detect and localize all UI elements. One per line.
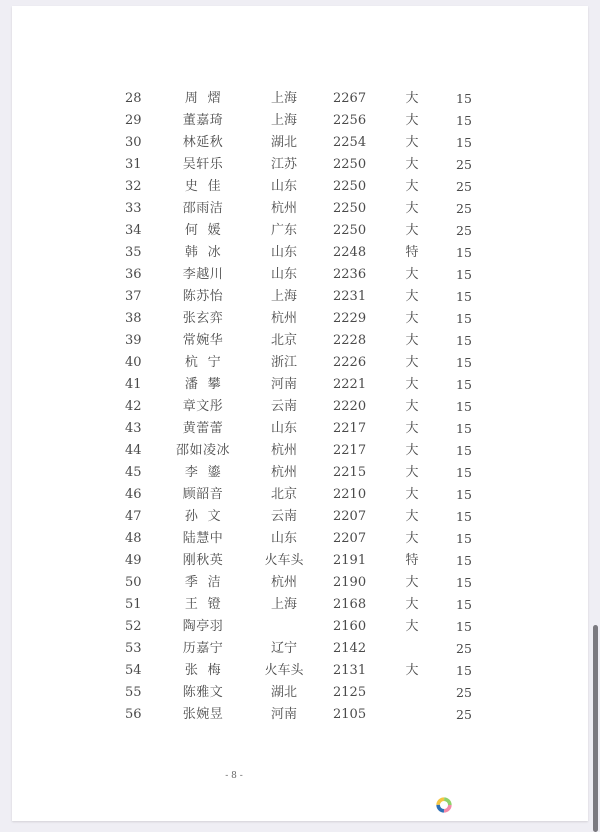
table-row bbox=[12, 704, 588, 726]
player-rating: 2231 bbox=[333, 289, 367, 304]
player-rating: 2131 bbox=[333, 663, 367, 678]
table-row bbox=[12, 154, 588, 176]
player-name: 周 熠 bbox=[184, 91, 222, 106]
player-points: 25 bbox=[456, 157, 472, 172]
row-number: 47 bbox=[125, 509, 142, 524]
row-number: 53 bbox=[125, 641, 142, 656]
player-rating: 2228 bbox=[333, 333, 367, 348]
player-points: 15 bbox=[456, 553, 472, 568]
player-name: 黄蕾蕾 bbox=[182, 421, 224, 436]
player-points: 15 bbox=[456, 487, 472, 502]
row-number: 45 bbox=[125, 465, 142, 480]
player-rating: 2267 bbox=[333, 91, 367, 106]
row-number: 49 bbox=[125, 553, 142, 568]
player-region: 山东 bbox=[270, 531, 297, 546]
row-number: 33 bbox=[125, 201, 142, 216]
player-rating: 2210 bbox=[333, 487, 367, 502]
row-number: 30 bbox=[125, 135, 142, 150]
player-rating: 2250 bbox=[333, 157, 367, 172]
row-number: 29 bbox=[125, 113, 142, 128]
player-points: 15 bbox=[456, 377, 472, 392]
table-row bbox=[12, 198, 588, 220]
player-grade: 大 bbox=[405, 355, 419, 370]
table-row bbox=[12, 110, 588, 132]
player-grade: 大 bbox=[405, 267, 419, 282]
player-points: 15 bbox=[456, 597, 472, 612]
player-region: 北京 bbox=[270, 487, 297, 502]
player-region: 山东 bbox=[270, 421, 297, 436]
player-region: 杭州 bbox=[270, 443, 297, 458]
row-number: 32 bbox=[125, 179, 142, 194]
page-number: - 8 - bbox=[225, 771, 243, 781]
player-points: 15 bbox=[456, 619, 472, 634]
table-row bbox=[12, 506, 588, 528]
player-rating: 2254 bbox=[333, 135, 367, 150]
player-grade: 大 bbox=[405, 443, 419, 458]
player-grade: 大 bbox=[405, 399, 419, 414]
player-points: 15 bbox=[456, 509, 472, 524]
player-rating: 2105 bbox=[333, 707, 367, 722]
player-region: 山东 bbox=[270, 267, 297, 282]
player-grade: 大 bbox=[405, 201, 419, 216]
table-row bbox=[12, 682, 588, 704]
player-name: 孙 文 bbox=[184, 509, 222, 524]
player-name: 吴轩乐 bbox=[182, 157, 224, 172]
table-row bbox=[12, 484, 588, 506]
player-points: 25 bbox=[456, 685, 472, 700]
player-points: 25 bbox=[456, 707, 472, 722]
player-region: 杭州 bbox=[270, 201, 297, 216]
player-grade: 大 bbox=[405, 311, 419, 326]
row-number: 44 bbox=[125, 443, 142, 458]
player-rating: 2217 bbox=[333, 421, 367, 436]
player-name: 何 媛 bbox=[184, 223, 222, 238]
row-number: 56 bbox=[125, 707, 142, 722]
player-region: 湖北 bbox=[270, 685, 297, 700]
player-region: 浙江 bbox=[270, 355, 297, 370]
document-page bbox=[12, 6, 588, 821]
player-region: 江苏 bbox=[270, 157, 297, 172]
player-name: 潘 攀 bbox=[184, 377, 222, 392]
player-name: 章文彤 bbox=[182, 399, 224, 414]
player-region: 云南 bbox=[270, 399, 297, 414]
player-name: 刚秋英 bbox=[182, 553, 224, 568]
player-region: 上海 bbox=[270, 289, 297, 304]
player-rating: 2168 bbox=[333, 597, 367, 612]
player-region: 杭州 bbox=[270, 575, 297, 590]
row-number: 50 bbox=[125, 575, 142, 590]
row-number: 34 bbox=[125, 223, 142, 238]
player-name: 季 洁 bbox=[184, 575, 222, 590]
row-number: 51 bbox=[125, 597, 142, 612]
player-region: 火车头 bbox=[264, 663, 304, 678]
player-rating: 2191 bbox=[333, 553, 367, 568]
table-row bbox=[12, 132, 588, 154]
player-region: 广东 bbox=[270, 223, 297, 238]
player-points: 15 bbox=[456, 289, 472, 304]
player-rating: 2217 bbox=[333, 443, 367, 458]
row-number: 55 bbox=[125, 685, 142, 700]
table-row bbox=[12, 440, 588, 462]
player-grade: 大 bbox=[405, 619, 419, 634]
row-number: 39 bbox=[125, 333, 142, 348]
scrollbar-thumb[interactable] bbox=[593, 625, 598, 832]
table-row bbox=[12, 242, 588, 264]
player-grade: 大 bbox=[405, 113, 419, 128]
table-row bbox=[12, 660, 588, 682]
table-row bbox=[12, 550, 588, 572]
table-row bbox=[12, 374, 588, 396]
player-region: 河南 bbox=[270, 707, 297, 722]
row-number: 31 bbox=[125, 157, 142, 172]
player-grade: 大 bbox=[405, 531, 419, 546]
player-name: 顾韶音 bbox=[182, 487, 224, 502]
player-points: 15 bbox=[456, 663, 472, 678]
table-row bbox=[12, 176, 588, 198]
row-number: 36 bbox=[125, 267, 142, 282]
row-number: 37 bbox=[125, 289, 142, 304]
player-rating: 2229 bbox=[333, 311, 367, 326]
row-number: 40 bbox=[125, 355, 142, 370]
player-name: 董嘉琦 bbox=[182, 113, 224, 128]
player-grade: 大 bbox=[405, 575, 419, 590]
player-points: 15 bbox=[456, 421, 472, 436]
player-rating: 2142 bbox=[333, 641, 367, 656]
player-grade: 大 bbox=[405, 289, 419, 304]
player-points: 25 bbox=[456, 641, 472, 656]
table-row bbox=[12, 286, 588, 308]
player-points: 15 bbox=[456, 465, 472, 480]
player-rating: 2256 bbox=[333, 113, 367, 128]
player-region: 辽宁 bbox=[270, 641, 297, 656]
player-grade: 大 bbox=[405, 597, 419, 612]
row-number: 28 bbox=[125, 91, 142, 106]
player-name: 杭 宁 bbox=[184, 355, 222, 370]
player-name: 张 梅 bbox=[184, 663, 222, 678]
player-points: 15 bbox=[456, 531, 472, 546]
player-points: 15 bbox=[456, 113, 472, 128]
player-grade: 大 bbox=[405, 487, 419, 502]
player-region: 杭州 bbox=[270, 311, 297, 326]
player-name: 邵雨洁 bbox=[182, 201, 224, 216]
player-name: 韩 冰 bbox=[184, 245, 222, 260]
player-name: 张婉昱 bbox=[182, 707, 224, 722]
table-row bbox=[12, 638, 588, 660]
player-name: 张玄弈 bbox=[182, 311, 224, 326]
player-grade: 大 bbox=[405, 179, 419, 194]
player-points: 15 bbox=[456, 333, 472, 348]
player-grade: 大 bbox=[405, 333, 419, 348]
table-row bbox=[12, 220, 588, 242]
table-row bbox=[12, 264, 588, 286]
player-grade: 特 bbox=[405, 245, 419, 260]
player-points: 15 bbox=[456, 135, 472, 150]
player-grade: 特 bbox=[405, 553, 419, 568]
player-rating: 2236 bbox=[333, 267, 367, 282]
player-rating: 2250 bbox=[333, 179, 367, 194]
table-row bbox=[12, 330, 588, 352]
player-points: 15 bbox=[456, 443, 472, 458]
player-region: 河南 bbox=[270, 377, 297, 392]
player-rating: 2248 bbox=[333, 245, 367, 260]
player-name: 王 镫 bbox=[184, 597, 222, 612]
player-grade: 大 bbox=[405, 157, 419, 172]
table-row bbox=[12, 352, 588, 374]
player-rating: 2215 bbox=[333, 465, 367, 480]
player-grade: 大 bbox=[405, 377, 419, 392]
player-points: 15 bbox=[456, 575, 472, 590]
ring-logo-icon[interactable] bbox=[435, 796, 453, 814]
player-region: 山东 bbox=[270, 245, 297, 260]
player-name: 邵如凌冰 bbox=[175, 443, 230, 458]
player-grade: 大 bbox=[405, 91, 419, 106]
player-name: 李 鎏 bbox=[184, 465, 222, 480]
player-points: 15 bbox=[456, 267, 472, 282]
row-number: 48 bbox=[125, 531, 142, 546]
player-name: 林延秋 bbox=[182, 135, 224, 150]
player-rating: 2207 bbox=[333, 531, 367, 546]
player-grade: 大 bbox=[405, 509, 419, 524]
player-name: 历嘉宁 bbox=[182, 641, 224, 656]
player-region: 山东 bbox=[270, 179, 297, 194]
player-grade: 大 bbox=[405, 465, 419, 480]
player-grade: 大 bbox=[405, 421, 419, 436]
player-name: 李越川 bbox=[182, 267, 224, 282]
table-row bbox=[12, 528, 588, 550]
player-region: 湖北 bbox=[270, 135, 297, 150]
player-rating: 2160 bbox=[333, 619, 367, 634]
player-region: 云南 bbox=[270, 509, 297, 524]
player-region: 北京 bbox=[270, 333, 297, 348]
player-grade: 大 bbox=[405, 663, 419, 678]
row-number: 42 bbox=[125, 399, 142, 414]
player-points: 15 bbox=[456, 355, 472, 370]
vertical-scrollbar[interactable] bbox=[590, 0, 600, 832]
player-region: 杭州 bbox=[270, 465, 297, 480]
player-points: 25 bbox=[456, 179, 472, 194]
table-row bbox=[12, 616, 588, 638]
player-name: 陶亭羽 bbox=[182, 619, 224, 634]
table-row bbox=[12, 572, 588, 594]
player-name: 常婉华 bbox=[182, 333, 224, 348]
row-number: 52 bbox=[125, 619, 142, 634]
player-rating: 2250 bbox=[333, 223, 367, 238]
player-region: 上海 bbox=[270, 113, 297, 128]
player-grade: 大 bbox=[405, 135, 419, 150]
table-row bbox=[12, 418, 588, 440]
player-points: 25 bbox=[456, 223, 472, 238]
table-row bbox=[12, 396, 588, 418]
player-region: 上海 bbox=[270, 597, 297, 612]
row-number: 38 bbox=[125, 311, 142, 326]
player-points: 15 bbox=[456, 399, 472, 414]
player-points: 15 bbox=[456, 91, 472, 106]
player-points: 25 bbox=[456, 201, 472, 216]
table-row bbox=[12, 594, 588, 616]
player-points: 15 bbox=[456, 245, 472, 260]
player-rating: 2190 bbox=[333, 575, 367, 590]
row-number: 54 bbox=[125, 663, 142, 678]
player-rating: 2125 bbox=[333, 685, 367, 700]
player-rating: 2250 bbox=[333, 201, 367, 216]
table-row bbox=[12, 88, 588, 110]
player-rating: 2226 bbox=[333, 355, 367, 370]
player-rating: 2207 bbox=[333, 509, 367, 524]
player-name: 陈雅文 bbox=[182, 685, 224, 700]
player-rating: 2221 bbox=[333, 377, 367, 392]
table-row bbox=[12, 308, 588, 330]
player-region: 火车头 bbox=[264, 553, 304, 568]
player-points: 15 bbox=[456, 311, 472, 326]
player-name: 陈苏怡 bbox=[182, 289, 224, 304]
player-grade: 大 bbox=[405, 223, 419, 238]
row-number: 41 bbox=[125, 377, 142, 392]
player-rating: 2220 bbox=[333, 399, 367, 414]
table-row bbox=[12, 462, 588, 484]
row-number: 43 bbox=[125, 421, 142, 436]
player-region: 上海 bbox=[270, 91, 297, 106]
player-name: 陆慧中 bbox=[182, 531, 224, 546]
ranking-table bbox=[12, 88, 588, 726]
player-name: 史 佳 bbox=[184, 179, 222, 194]
row-number: 46 bbox=[125, 487, 142, 502]
row-number: 35 bbox=[125, 245, 142, 260]
